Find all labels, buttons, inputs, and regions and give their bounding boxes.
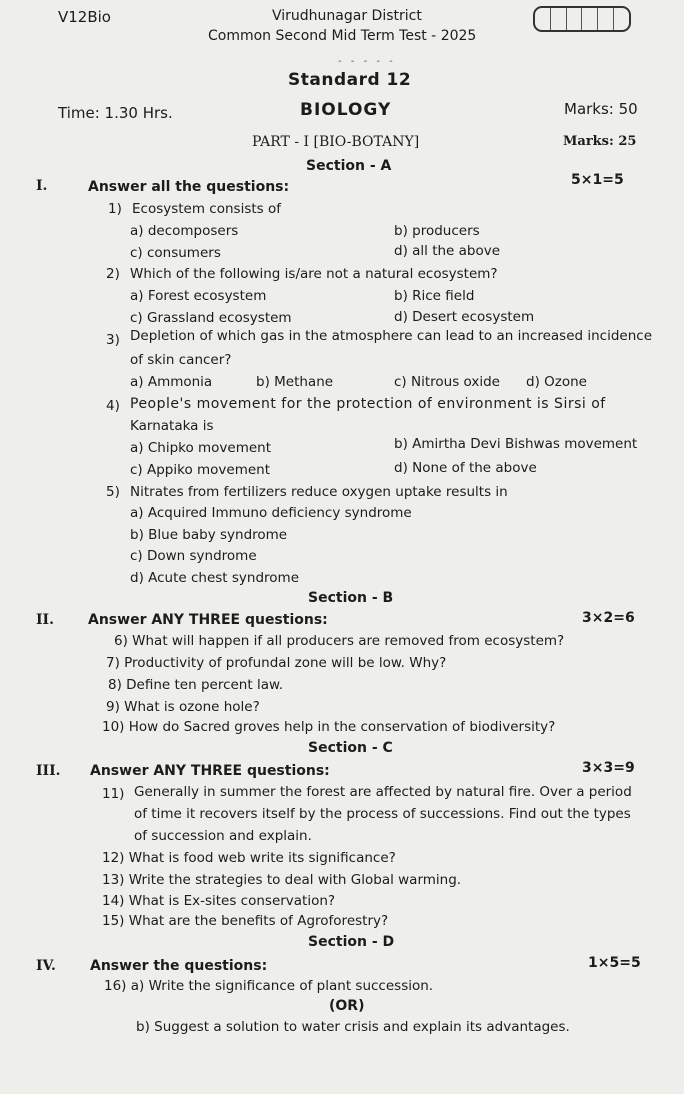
section-b-marks: 3×2=6 xyxy=(582,610,635,626)
q3-text: Depletion of which gas in the atmosphere can lead to an increased incidence xyxy=(130,328,652,344)
district-name: Virudhunagar District xyxy=(272,8,422,24)
subject-title: BIOLOGY xyxy=(300,100,392,120)
q6: 6) What will happen if all producers are removed from ecosystem? xyxy=(114,633,565,649)
section-a-marks: 5×1=5 xyxy=(571,172,624,188)
q16-a: 16) a) Write the significance of plant succession. xyxy=(104,978,434,994)
section-a-instruction: Answer all the questions: xyxy=(88,179,290,195)
q2-number: 2) xyxy=(106,266,120,282)
q5-option-d: d) Acute chest syndrome xyxy=(130,570,300,586)
q2-option-a: a) Forest ecosystem xyxy=(130,288,267,304)
q2-option-b: b) Rice field xyxy=(394,288,475,304)
section-d-instruction: Answer the questions: xyxy=(90,958,268,974)
section-d-marks: 1×5=5 xyxy=(588,955,641,971)
decorative-dashes: - - - - - xyxy=(338,56,396,67)
q3-option-d: d) Ozone xyxy=(526,374,587,390)
q8: 8) Define ten percent law. xyxy=(108,677,284,693)
or-separator: (OR) xyxy=(329,998,365,1014)
q16-b: b) Suggest a solution to water crisis and explain its advantages. xyxy=(136,1019,570,1035)
register-cell xyxy=(551,8,567,30)
part-marks: Marks: 25 xyxy=(563,134,637,149)
register-cell xyxy=(582,8,598,30)
q1-text: Ecosystem consists of xyxy=(132,201,281,217)
section-c-title: Section - C xyxy=(308,740,393,756)
section-c-marks: 3×3=9 xyxy=(582,760,635,776)
register-number-box xyxy=(533,6,631,32)
q11-line3: of succession and explain. xyxy=(134,828,312,844)
q11-line1: Generally in summer the forest are affected by natural fire. Over a period xyxy=(134,784,632,800)
q4-option-a: a) Chipko movement xyxy=(130,440,272,456)
exam-duration: Time: 1.30 Hrs. xyxy=(58,104,173,122)
q10: 10) How do Sacred groves help in the conservation of biodiversity? xyxy=(102,719,556,735)
q3-text-cont: of skin cancer? xyxy=(130,352,232,368)
paper-code: V12Bio xyxy=(58,8,111,26)
section-b-roman: II. xyxy=(36,612,54,628)
q13: 13) Write the strategies to deal with Global warming. xyxy=(102,872,462,888)
q4-text: People's movement for the protection of environment is Sirsi of xyxy=(130,396,606,412)
q3-option-a: a) Ammonia xyxy=(130,374,213,390)
q15: 15) What are the benefits of Agroforestry? xyxy=(102,913,389,929)
q2-option-d: d) Desert ecosystem xyxy=(394,309,535,325)
section-b-title: Section - B xyxy=(308,590,394,606)
section-a-roman: I. xyxy=(36,178,48,194)
q11-number: 11) xyxy=(102,786,125,802)
q1-option-a: a) decomposers xyxy=(130,223,239,239)
q5-option-b: b) Blue baby syndrome xyxy=(130,527,288,543)
register-cell xyxy=(598,8,614,30)
register-cell xyxy=(567,8,583,30)
total-marks: Marks: 50 xyxy=(564,100,638,118)
q5-option-c: c) Down syndrome xyxy=(130,548,257,564)
q4-option-b: b) Amirtha Devi Bishwas movement xyxy=(394,436,638,452)
q2-option-c: c) Grassland ecosystem xyxy=(130,310,292,326)
q3-option-b: b) Methane xyxy=(256,374,334,390)
q12: 12) What is food web write its significance? xyxy=(102,850,396,866)
q4-option-c: c) Appiko movement xyxy=(130,462,271,478)
q5-text: Nitrates from fertilizers reduce oxygen uptake results in xyxy=(130,484,508,500)
q7: 7) Productivity of profundal zone will be low. Why? xyxy=(106,655,447,671)
section-c-instruction: Answer ANY THREE questions: xyxy=(90,763,330,779)
q4-number: 4) xyxy=(106,398,120,414)
q1-option-d: d) all the above xyxy=(394,243,501,259)
section-a-title: Section - A xyxy=(306,158,392,174)
q1-number: 1) xyxy=(108,201,122,217)
q3-number: 3) xyxy=(106,332,120,348)
q3-option-c: c) Nitrous oxide xyxy=(394,374,500,390)
q5-number: 5) xyxy=(106,484,120,500)
section-c-roman: III. xyxy=(36,763,61,779)
q14: 14) What is Ex-sites conservation? xyxy=(102,893,336,909)
register-cell xyxy=(614,8,629,30)
section-d-roman: IV. xyxy=(36,958,56,974)
section-b-instruction: Answer ANY THREE questions: xyxy=(88,612,328,628)
exam-title: Common Second Mid Term Test - 2025 xyxy=(208,28,477,44)
section-d-title: Section - D xyxy=(308,934,395,950)
q1-option-c: c) consumers xyxy=(130,245,221,261)
q4-text-cont: Karnataka is xyxy=(130,418,214,434)
q2-text: Which of the following is/are not a natural ecosystem? xyxy=(130,266,498,282)
q5-option-a: a) Acquired Immuno deficiency syndrome xyxy=(130,505,412,521)
part-title: PART - I [BIO-BOTANY] xyxy=(252,134,420,150)
q11-line2: of time it recovers itself by the process of successions. Find out the types xyxy=(134,806,631,822)
q1-option-b: b) producers xyxy=(394,223,480,239)
standard-title: Standard 12 xyxy=(288,70,412,90)
q4-option-d: d) None of the above xyxy=(394,460,537,476)
q9: 9) What is ozone hole? xyxy=(106,699,260,715)
register-cell xyxy=(535,8,551,30)
